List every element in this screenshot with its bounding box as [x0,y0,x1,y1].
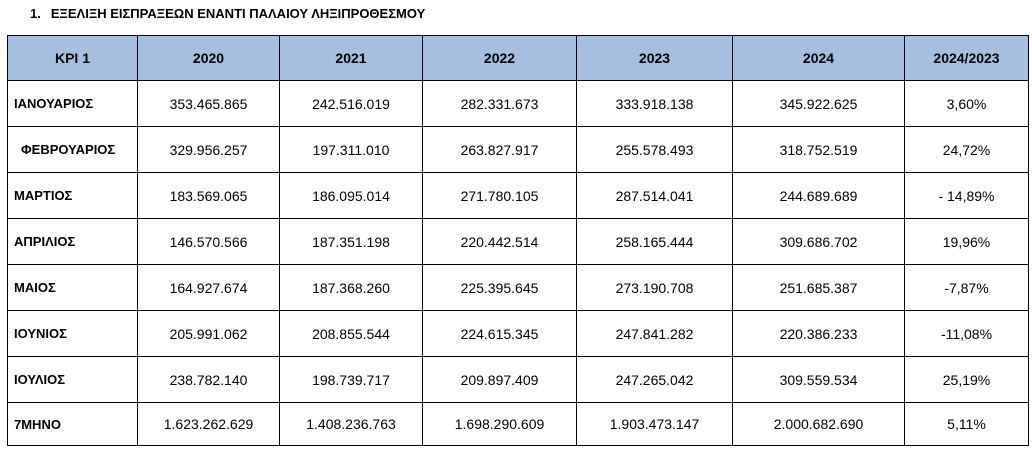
change-cell: - 14,89% [905,173,1029,219]
value-cell-2024: 244.689.689 [733,173,905,219]
value-cell-2021: 208.855.544 [280,311,423,357]
table-header-row [8,36,1029,81]
value-cell-2020: 238.782.140 [138,357,280,403]
value-cell-2022: 263.827.917 [423,127,577,173]
value-cell-2020: 205.991.062 [138,311,280,357]
value-cell-2024: 318.752.519 [733,127,905,173]
kpi-table [7,35,1029,446]
value-cell-2020: 146.570.566 [138,219,280,265]
table-row [8,265,1029,311]
section-heading [30,6,425,21]
change-cell: 5,11% [905,403,1029,446]
column-header-2020: 2020 [138,36,280,81]
table-row [8,311,1029,357]
change-cell: 19,96% [905,219,1029,265]
value-cell-2024: 309.559.534 [733,357,905,403]
value-cell-2021: 186.095.014 [280,173,423,219]
value-cell-2020: 1.623.262.629 [138,403,280,446]
month-cell: ΙΑΝΟΥΑΡΙΟΣ [8,81,138,127]
column-header-change: 2024/2023 [905,36,1029,81]
value-cell-2022: 224.615.345 [423,311,577,357]
value-cell-2021: 187.351.198 [280,219,423,265]
value-cell-2021: 197.311.010 [280,127,423,173]
value-cell-2022: 1.698.290.609 [423,403,577,446]
table-row-total [8,403,1029,446]
value-cell-2021: 1.408.236.763 [280,403,423,446]
column-header-2023: 2023 [577,36,733,81]
value-cell-2023: 1.903.473.147 [577,403,733,446]
value-cell-2023: 258.165.444 [577,219,733,265]
value-cell-2023: 247.265.042 [577,357,733,403]
value-cell-2024: 251.685.387 [733,265,905,311]
value-cell-2021: 187.368.260 [280,265,423,311]
column-header-kpi: KPI 1 [8,36,138,81]
column-header-2022: 2022 [423,36,577,81]
value-cell-2024: 345.922.625 [733,81,905,127]
month-cell: 7ΜΗΝΟ [8,403,138,446]
value-cell-2020: 353.465.865 [138,81,280,127]
table-row [8,357,1029,403]
value-cell-2024: 2.000.682.690 [733,403,905,446]
value-cell-2023: 273.190.708 [577,265,733,311]
value-cell-2023: 255.578.493 [577,127,733,173]
month-cell: ΦΕΒΡΟΥΑΡΙΟΣ [8,127,138,173]
table-row [8,127,1029,173]
table-row [8,219,1029,265]
value-cell-2022: 209.897.409 [423,357,577,403]
change-cell: 25,19% [905,357,1029,403]
value-cell-2023: 247.841.282 [577,311,733,357]
value-cell-2024: 309.686.702 [733,219,905,265]
value-cell-2022: 225.395.645 [423,265,577,311]
value-cell-2024: 220.386.233 [733,311,905,357]
month-cell: ΜΑΡΤΙΟΣ [8,173,138,219]
column-header-2024: 2024 [733,36,905,81]
value-cell-2022: 271.780.105 [423,173,577,219]
column-header-2021: 2021 [280,36,423,81]
change-cell: -7,87% [905,265,1029,311]
change-cell: -11,08% [905,311,1029,357]
value-cell-2022: 220.442.514 [423,219,577,265]
value-cell-2023: 333.918.138 [577,81,733,127]
month-cell: ΑΠΡΙΛΙΟΣ [8,219,138,265]
table-row [8,81,1029,127]
table-row [8,173,1029,219]
month-cell: ΙΟΥΛΙΟΣ [8,357,138,403]
value-cell-2021: 198.739.717 [280,357,423,403]
month-cell: ΙΟΥΝΙΟΣ [8,311,138,357]
value-cell-2023: 287.514.041 [577,173,733,219]
value-cell-2022: 282.331.673 [423,81,577,127]
section-title: ΕΞΕΛΙΞΗ ΕΙΣΠΡΑΞΕΩΝ ΕΝΑΝΤΙ ΠΑΛΑΙΟΥ ΛΗΞΙΠΡΟΘΕΣΜΟΥ [50,6,426,21]
value-cell-2020: 164.927.674 [138,265,280,311]
value-cell-2020: 183.569.065 [138,173,280,219]
value-cell-2020: 329.956.257 [138,127,280,173]
value-cell-2021: 242.516.019 [280,81,423,127]
month-cell: ΜΑΙΟΣ [8,265,138,311]
change-cell: 24,72% [905,127,1029,173]
change-cell: 3,60% [905,81,1029,127]
section-number: 1. [30,6,41,21]
